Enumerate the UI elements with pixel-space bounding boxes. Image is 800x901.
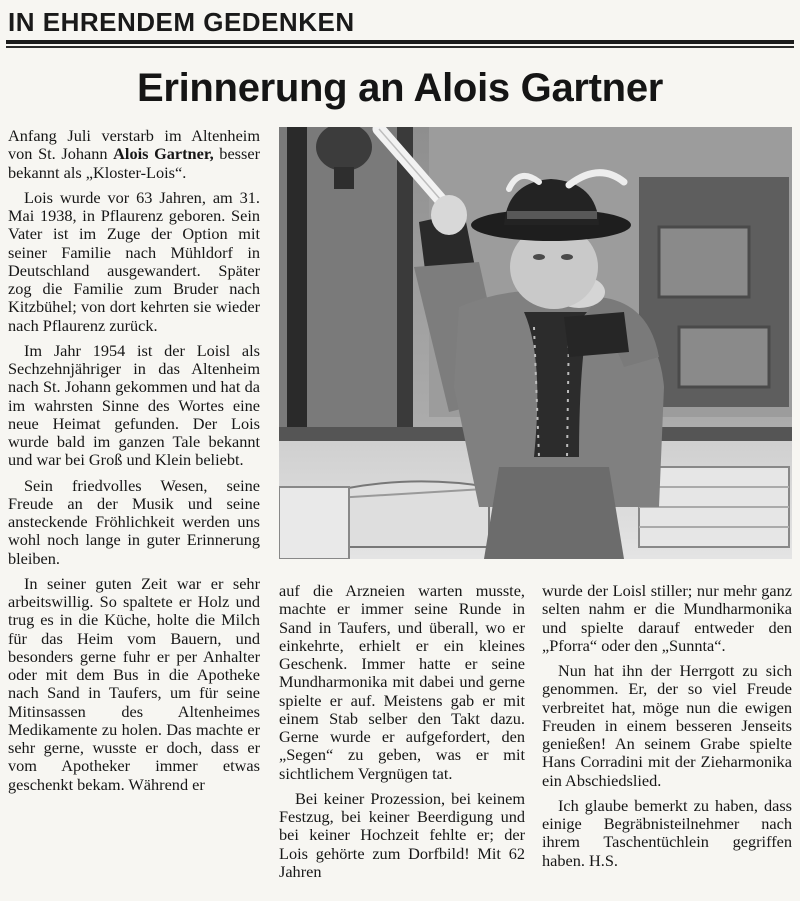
text-column-1 [8,127,260,897]
portrait-photo [279,127,792,559]
article-headline: Erinnerung an Alois Gartner [136,66,664,110]
photo-illustration [279,127,792,559]
intro-lead: Anfang Juli verstarb im Altenheim von St. Johann [8,127,260,164]
paragraph: Bei keiner Prozession, bei keinem Festzug, bei keiner Beerdigung und bei keiner Hochzeit fehlte er; der Lois gehörte zum Dorfbild! Mit 62 Jahren [279,788,525,881]
paragraph: Lois wurde vor 63 Jahren, am 31. Mai 1938, in Pflaurenz geboren. Sein Vater ist im Zuge der Option mit seiner Familie nach Mühldorf in Deutschland ausgewandert. Später zog die Familie zum Bruder nach Kitzbühel; von dort kehrten sie wieder nach Pflaurenz zurück. [8,187,260,335]
intro-tail: besser bekannt als „Kloster-Lois“. [8,144,260,182]
header-rule-thin [6,46,794,48]
header-rule-thick [6,40,794,44]
section-header: IN EHRENDEM GEDENKEN [8,7,355,37]
text-column-3 [542,582,792,897]
paragraph: wurde der Loisl stiller; nur mehr ganz selten nahm er die Mundharmonika und spielte darauf entweder den „Pforra“ oder den „Sunnta“. [542,582,792,655]
paragraph: auf die Arzneien warten musste, machte er immer seine Runde in Sand in Taufers, und überall, wo er einkehrte, erhielt er ein kleines Geschenk. Immer hatte er seine Mundharmonika mit dabei und gerne spielte er auf. Meistens gab er mit einem Stab selber den Takt dazu. Gerne wurde er aufgefordert, den „Segen“ zu geben, was er mit sichtlichem Vergnügen tat. [279,582,525,783]
paragraph: Sein friedvolles Wesen, seine Freude an der Musik und seine ansteckende Fröhlichkeit werden uns wohl noch lange in guter Erinnerung bleiben. [8,475,260,568]
paragraph: Im Jahr 1954 ist der Loisl als Sechzehnjähriger in das Altenheim nach St. Johann gekommen und hat da im wahrsten Sinne des Wortes eine neue Heimat gefunden. Der Lois wurde bald im ganzen Tale bekannt und war bei Groß und Klein beliebt. [8,340,260,470]
paragraph: In seiner guten Zeit war er sehr arbeitswillig. So spaltete er Holz und trug es in die Küche, holte die Milch für das Heim vom Bauern, und besonders gerne fuhr er per Anhalter oder mit dem Bus in die Apotheke nach Sand in Taufers, um für seine Mitinsassen des Altenheimes Medikamente zu holen. Das machte er sehr gerne, wusste er doch, dass er vom Apotheker immer etwas geschenkt bekam. Während er [8,573,260,794]
text-column-2 [279,582,525,897]
paragraph: Nun hat ihn der Herrgott zu sich genommen. Er, der so viel Freude verbreitet hat, möge nun die ewigen Freuden in einem besseren Jenseits genießen! An seinem Grabe spielte Hans Corradini mit der Zieharmonika ein Abschiedslied. [542,661,792,790]
deceased-name: Alois Gartner, [113,144,214,164]
paragraph-intro [8,127,260,182]
paragraph: Ich glaube bemerkt zu haben, dass einige Begräbnisteilnehmer nach ihrem Taschentüchlein gegriffen haben. H.S. [542,795,792,870]
